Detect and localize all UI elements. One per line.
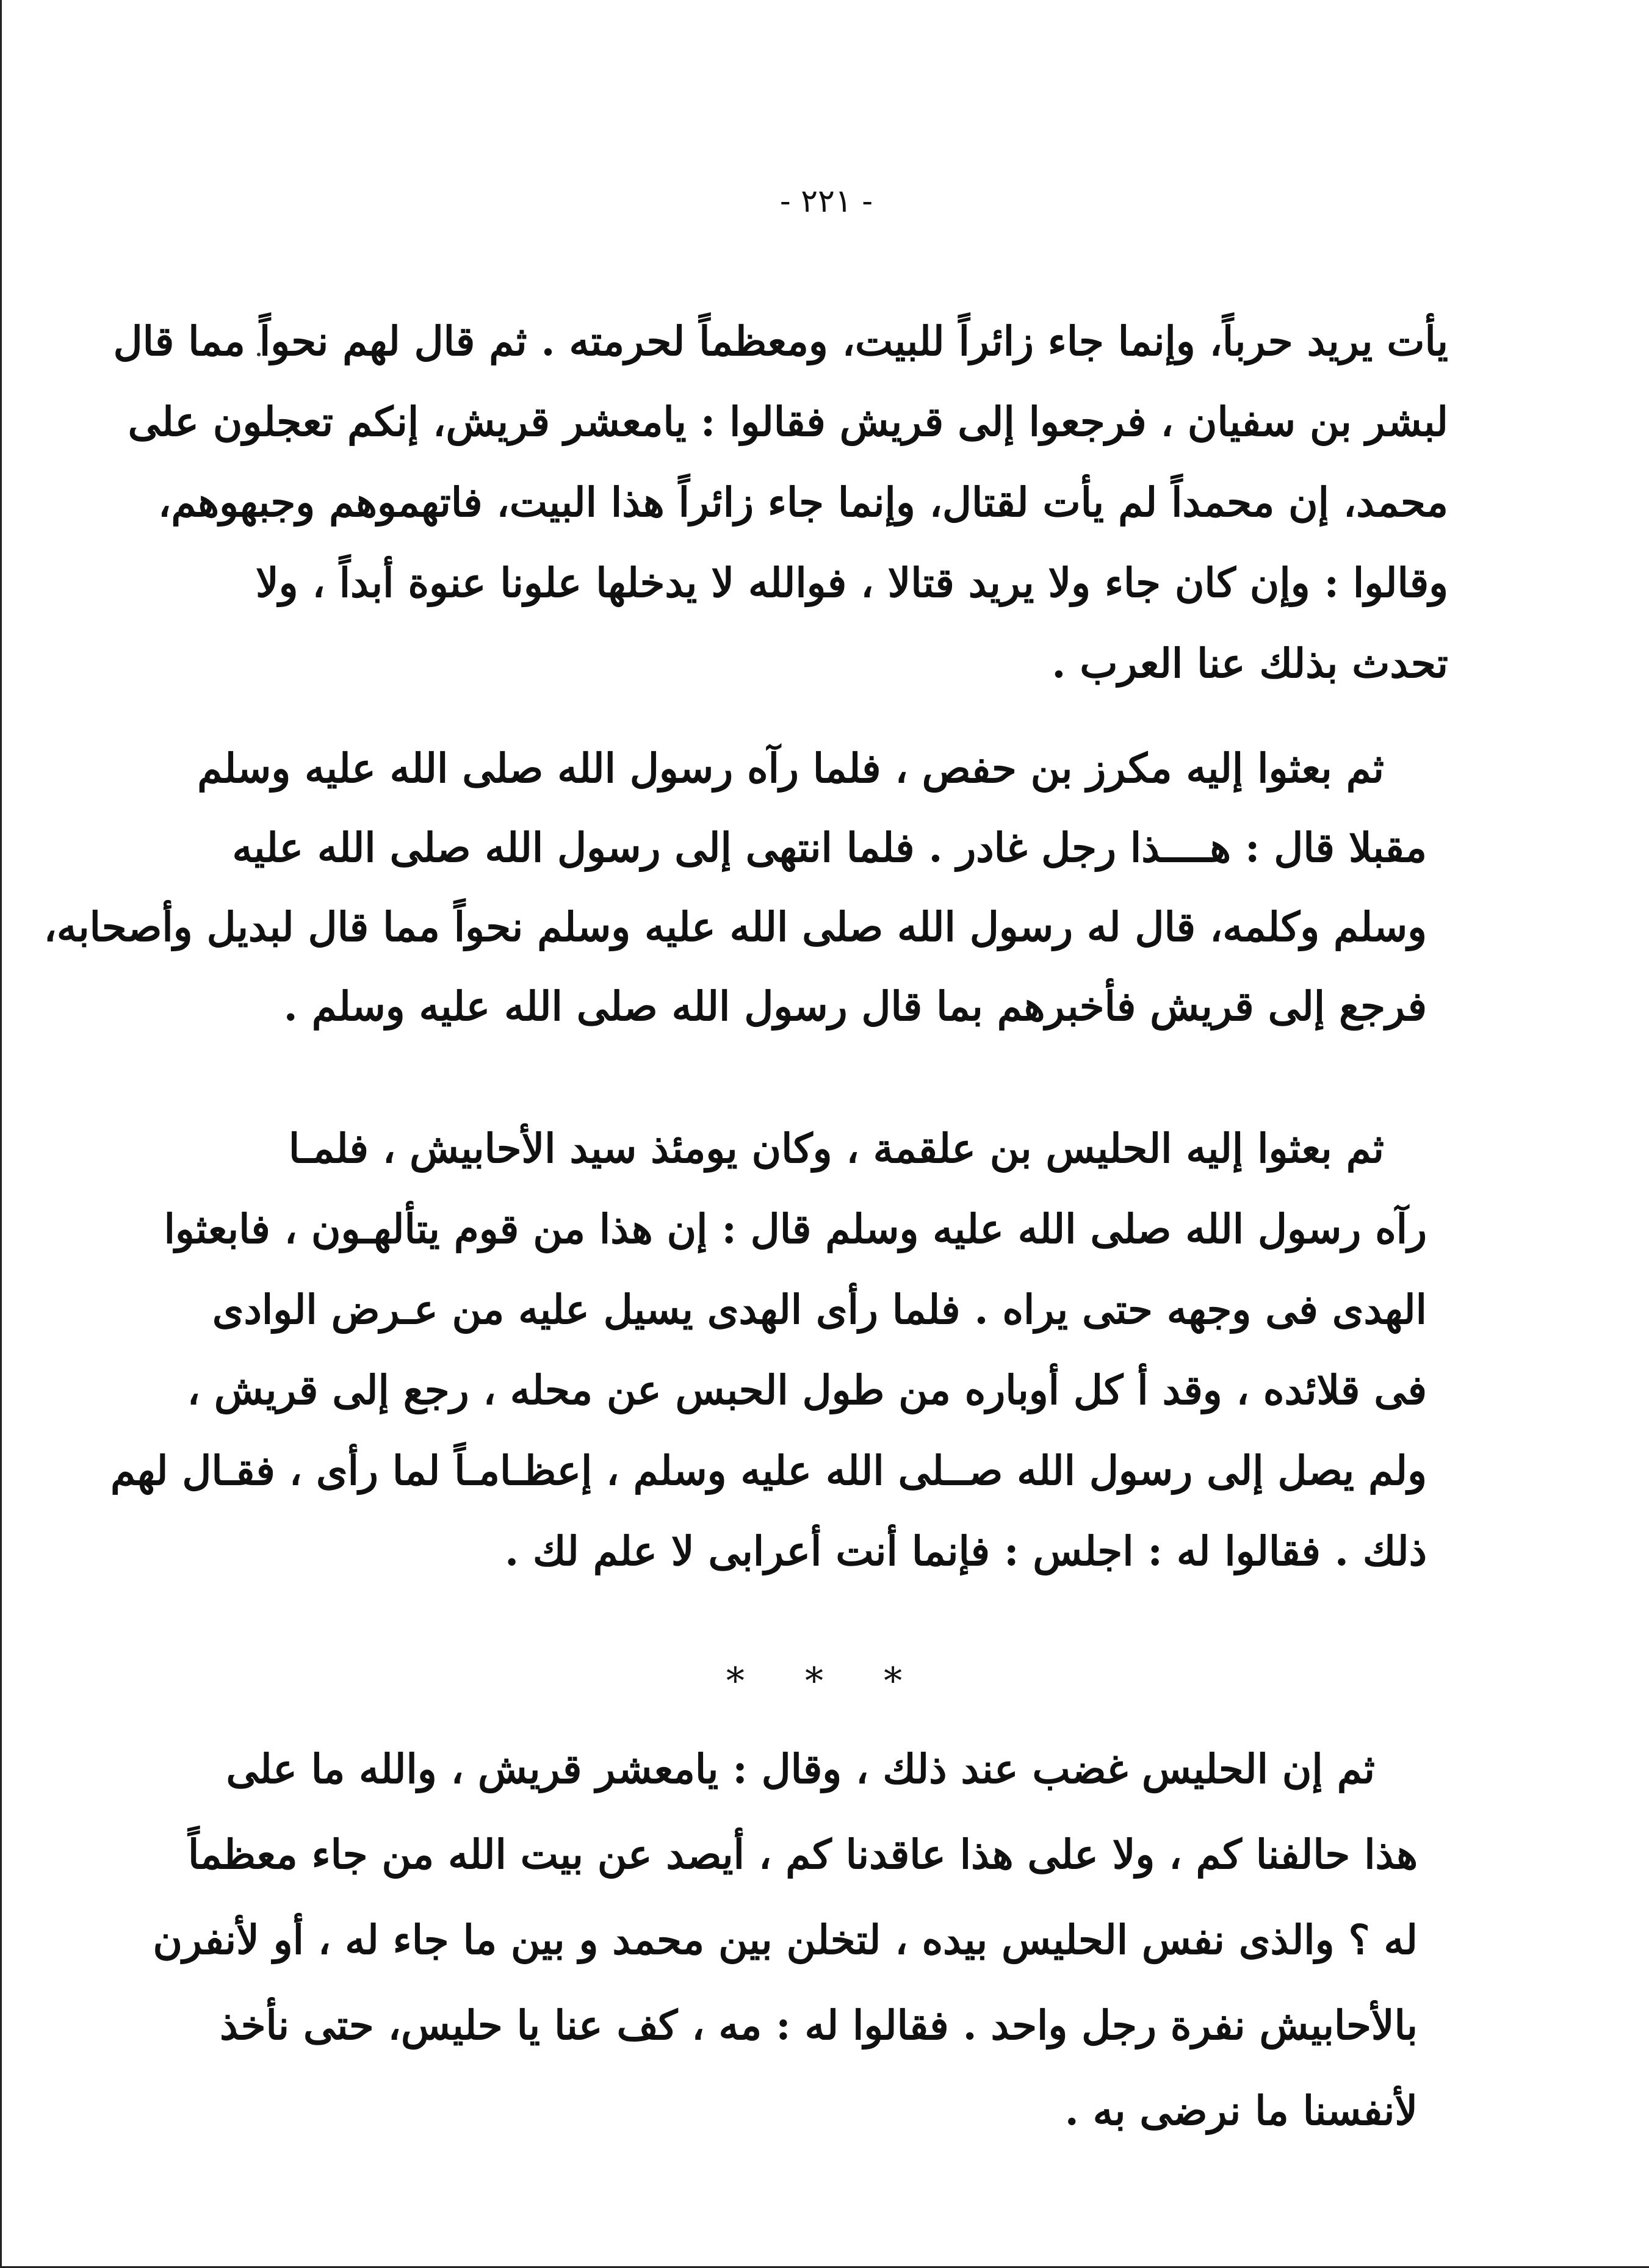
paragraph-1 [113, 317, 1448, 720]
paragraph-3 [110, 1125, 1427, 1608]
text-line: له ؟ والذى نفس الحليس بيده ، لتخلن بين محمد و بين ما جاء له ، أو لأنفرن [153, 1916, 1418, 1964]
text-line: وسلم وكلمه، قال له رسول الله صلى الله عليه وسلم نحواً مما قال لبديل وأصحابه، [43, 903, 1427, 951]
text-line: ثم بعثوا إليه مكرز بن حفص ، فلما رآه رسول الله صلى الله عليه وسلم [197, 744, 1384, 792]
text-line: فى قلائده ، وقد أ كل أوباره من طول الحبس عن محله ، رجع إلى قريش ، [187, 1366, 1427, 1414]
text-line: وقالوا : وإن كان جاء ولا يريد قتالا ، فوالله لا يدخلها علونا عنوة أبداً ، ولا [256, 559, 1448, 607]
text-line: لأنفسنا ما نرضى به . [1064, 2087, 1418, 2134]
page-number: - ٢٢١ - [779, 183, 873, 220]
text-line: فرجع إلى قريش فأخبرهم بما قال رسول الله صلى الله عليه وسلم . [283, 982, 1427, 1030]
text-line: ثم بعثوا إليه الحليس بن علقمة ، وكان يومئذ سيد الأحابيش ، فلمـا [288, 1125, 1384, 1172]
text-line: بالأحابيش نفرة رجل واحد . فقالوا له : مه ، كف عنا يا حليس، حتى نأخذ [220, 2001, 1418, 2049]
text-line: لبشر بن سفيان ، فرجعوا إلى قريش فقالوا : يامعشر قريش، إنكم تعجلون على [128, 398, 1448, 445]
text-line: الهدى فى وجهه حتى يراه . فلما رأى الهدى يسيل عليه من عـرض الوادى [212, 1286, 1427, 1333]
paragraph-2 [43, 744, 1427, 1062]
paragraph-4 [153, 1745, 1418, 2172]
section-separator: * * * [726, 1660, 927, 1702]
text-line: ذلك . فقالوا له : اجلس : فإنما أنت أعرابى لا علم لك . [505, 1527, 1427, 1575]
text-line: ثم إن الحليس غضب عند ذلك ، وقال : يامعشر قريش ، والله ما على [226, 1745, 1375, 1793]
text-line: تحدث بذلك عنا العرب . [1052, 639, 1448, 687]
text-line: ولم يصل إلى رسول الله صــلى الله عليه وسلم ، إعظـامـاً لما رأى ، فقـال لهم [110, 1447, 1427, 1494]
text-line: هذا حالفنا كم ، ولا على هذا عاقدنا كم ، أيصد عن بيت الله من جاء معظماً [188, 1831, 1418, 1878]
text-line: محمد، إن محمداً لم يأت لقتال، وإنما جاء زائراً هذا البيت، فاتهموهم وجبهوهم، [158, 478, 1448, 526]
text-line: رآه رسول الله صلى الله عليه وسلم قال : إن هذا من قوم يتألهـون ، فابعثوا [164, 1205, 1427, 1253]
text-line: يأت يريد حرباً، وإنما جاء زائراً للبيت، ومعظماً لحرمته . ثم قال لهم نحواً مما قال [113, 317, 1448, 365]
text-line: مقبلا قال : هــــذا رجل غادر . فلما انتهى إلى رسول الله صلى الله عليه [232, 824, 1427, 871]
